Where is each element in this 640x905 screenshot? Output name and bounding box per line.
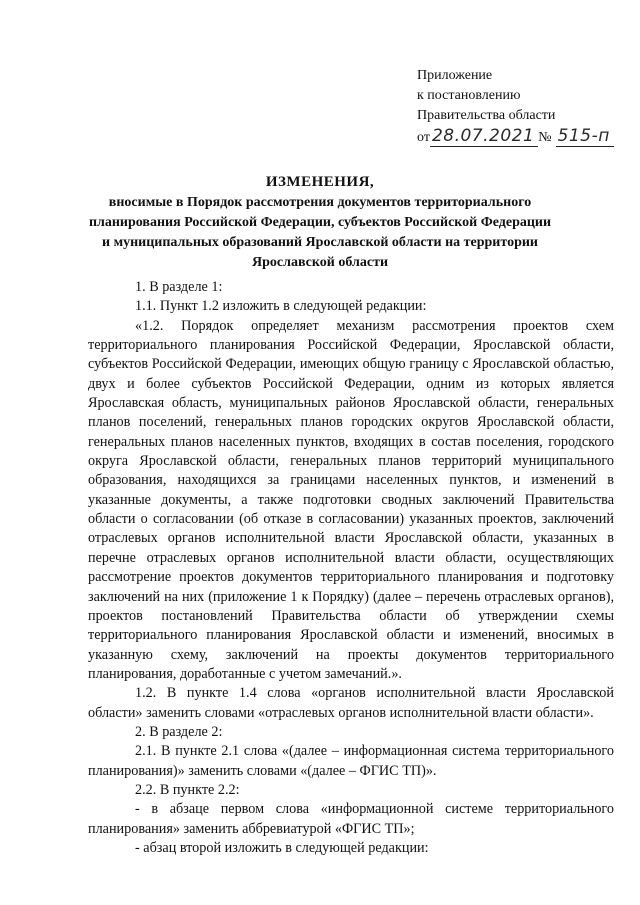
paragraph: 2.1. В пункте 2.1 слова «(далее – информационная система территориального планирования)» заменить словами «(далее – ФГИС ТП)». <box>88 743 614 779</box>
paragraph: 2.2. В пункте 2.2: <box>135 781 240 798</box>
number-label: № <box>538 130 552 145</box>
document-title <box>88 172 552 273</box>
decree-date-number-row <box>417 126 614 148</box>
paragraph: 2. В разделе 2: <box>135 723 223 740</box>
paragraph: 1.1. Пункт 1.2 изложить в следующей редакции: <box>135 298 427 315</box>
appendix-block <box>417 66 614 148</box>
paragraph: - абзац второй изложить в следующей редакции: <box>135 839 429 856</box>
title-subtitle: вносимые в Порядок рассмотрения документов территориального планирования Российской Федерации, субъектов Российской Федерации и муниципальных образований Ярославской области на территории Ярославской области <box>88 195 552 270</box>
document-body <box>88 278 614 858</box>
paragraph: 1. В разделе 1: <box>135 279 223 295</box>
paragraph: 1.2. В пункте 1.4 слова «органов исполнительной власти Ярославской области» заменить словами «отраслевых органов исполнительной власти области». <box>88 685 614 721</box>
appendix-line-3: Правительства области <box>417 108 556 123</box>
paragraph: - в абзаце первом слова «информационной системе территориального планирования» заменить аббревиатурой «ФГИС ТП»; <box>88 801 614 837</box>
handwritten-number: 515-п <box>556 126 614 147</box>
handwritten-date: 28.07.2021 <box>430 126 538 147</box>
paragraph: «1.2. Порядок определяет механизм рассмотрения проектов схем территориального планирования Российской Федерации, Ярославской области, субъектов Российской Федерации, имеющих общую границу с Ярославской областью, двух и более субъектов Российской Федерации, одним из которых является Ярославская область, муниципальных районов Ярославской области, генеральных планов поселений, генеральных планов городских округов Ярославской области, генеральных планов населенных пунктов, входящих в состав поселения, городского округа Ярославской области, генеральных планов территорий муниципального образования, находящихся за границами населенных пунктов, и изменений в указанные документы, а также подготовки сводных заключений Правительства области о согласовании (об отказе в согласовании) указанных проектов, заключений отраслевых органов исполнительной власти Ярославской области, указанных в перечне отраслевых органов исполнительной власти области, осуществляющих рассмотрение проектов документов территориального планирования и подготовку заключений на них (приложение 1 к Порядку) (далее – перечень отраслевых органов), проектов постановлений Правительства области об утверждении схемы территориального планирования Ярославской области и изменений, вносимых в указанную схему, заключений на проекты документов территориального планирования, доработанные с учетом замечаний.». <box>88 317 614 682</box>
appendix-line-1: Приложение <box>417 68 493 83</box>
title-heading: ИЗМЕНЕНИЯ, <box>265 174 375 190</box>
from-label: от <box>417 130 430 145</box>
appendix-line-2: к постановлению <box>417 88 521 103</box>
